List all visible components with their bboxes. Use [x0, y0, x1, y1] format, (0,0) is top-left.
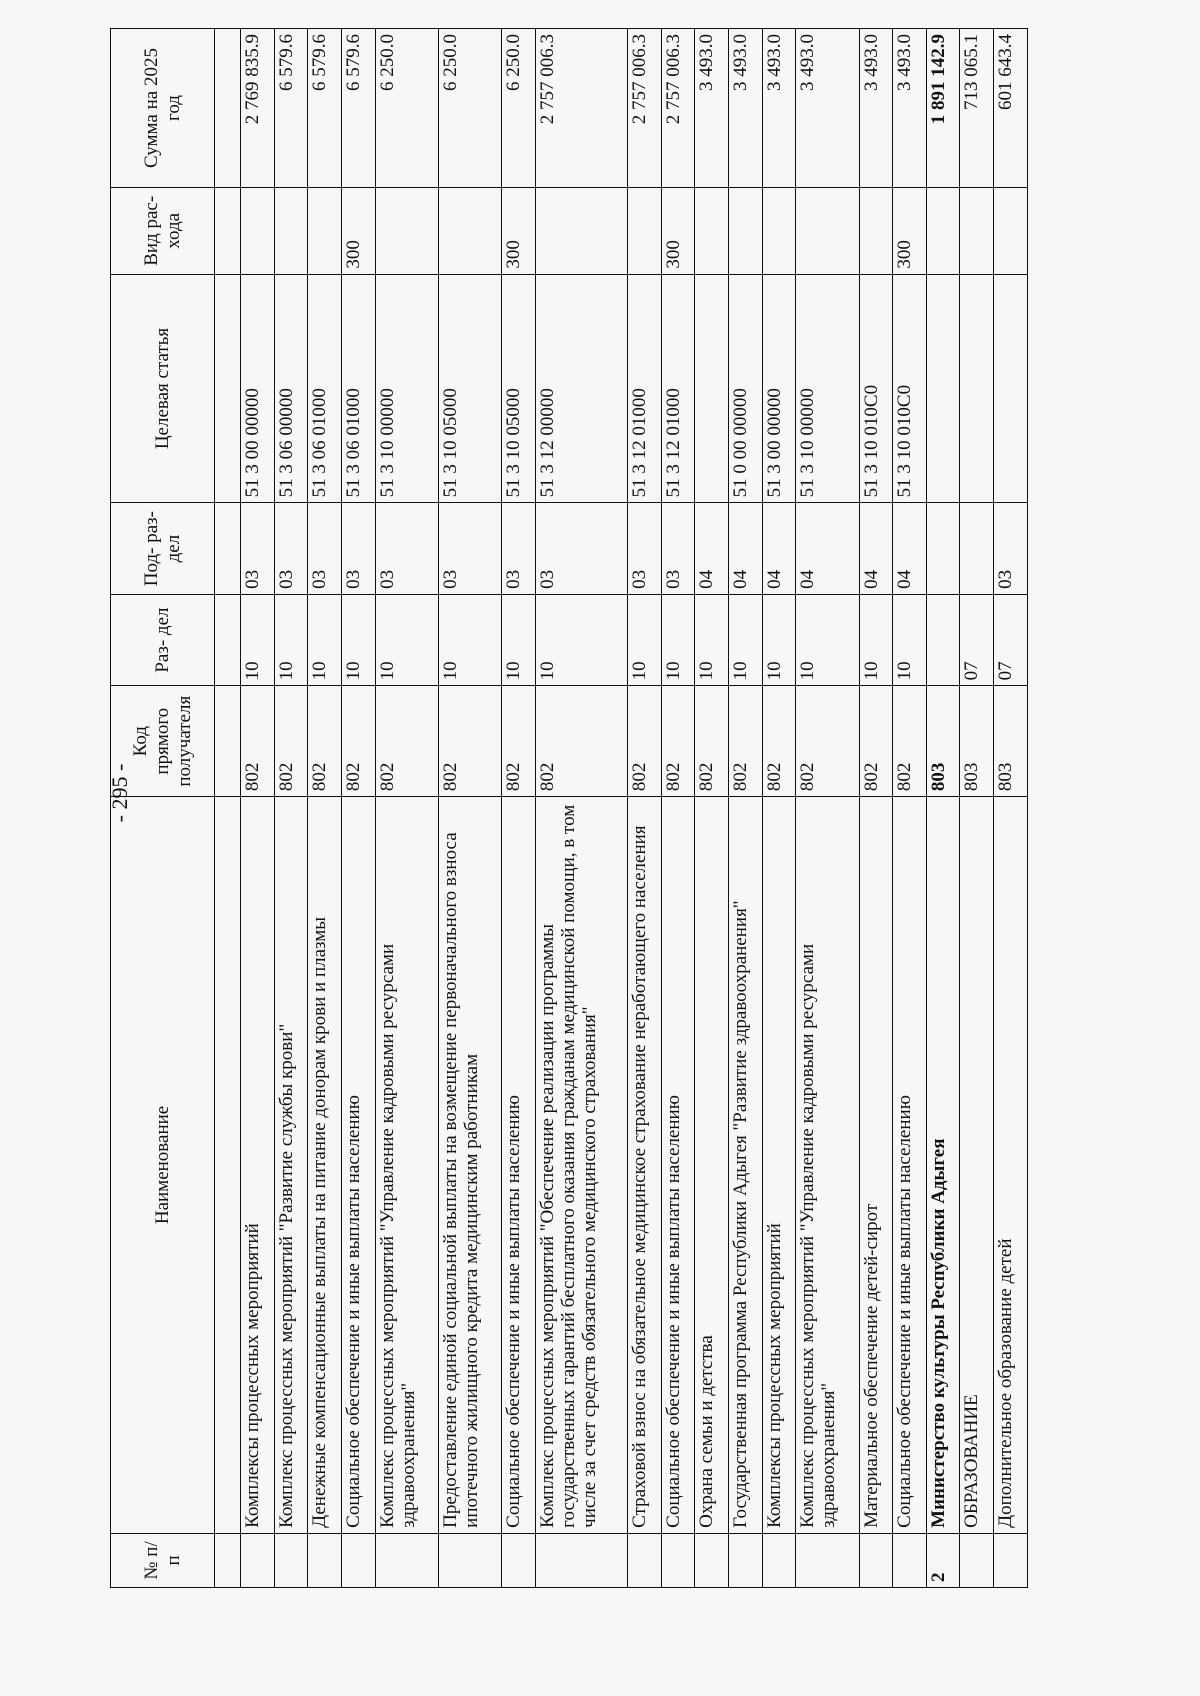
cell-num: [859, 1533, 893, 1587]
cell-razdel: 10: [308, 594, 342, 685]
cell-celevaya: 51 3 12 00000: [535, 274, 628, 503]
cell-podrazdel: 03: [274, 503, 308, 594]
cell-vid: [960, 187, 994, 274]
col-header-razdel: Раз- дел: [111, 594, 215, 685]
cell-podrazdel: 03: [501, 503, 535, 594]
cell-razdel: 10: [535, 594, 628, 685]
cell-razdel: 10: [501, 594, 535, 685]
cell-num: [762, 1533, 796, 1587]
cell-razdel: 10: [661, 594, 695, 685]
cell-razdel: 07: [960, 594, 994, 685]
cell-podrazdel: 04: [796, 503, 859, 594]
cell-podrazdel: 03: [308, 503, 342, 594]
cell-code: 802: [438, 686, 501, 797]
cell-podrazdel: 03: [438, 503, 501, 594]
cell-podrazdel: 04: [893, 503, 927, 594]
cell-podrazdel: 04: [695, 503, 729, 594]
cell-sum: 3 493.0: [729, 29, 763, 188]
cell-podrazdel: 04: [859, 503, 893, 594]
cell-num: [274, 1533, 308, 1587]
cell-celevaya: 51 3 10 00000: [796, 274, 859, 503]
cell-celevaya: 51 3 00 00000: [241, 274, 275, 503]
cell-vid: [926, 187, 960, 274]
cell-razdel: 10: [796, 594, 859, 685]
cell-name: Денежные компенсационные выплаты на питание донорам крови и плазмы: [308, 797, 342, 1534]
cell-code: 802: [762, 686, 796, 797]
cell-sum: 3 493.0: [893, 29, 927, 188]
cell-name: Социальное обеспечение и иные выплаты населению: [341, 797, 375, 1534]
table-row: [274, 29, 308, 1588]
cell-code: 802: [859, 686, 893, 797]
table-row: [375, 29, 438, 1588]
cell-code: 802: [729, 686, 763, 797]
table-header-row: [111, 29, 215, 1588]
table-row: [893, 29, 927, 1588]
cell-num: [994, 1533, 1028, 1587]
cell-celevaya: [695, 274, 729, 503]
cell-code: 802: [341, 686, 375, 797]
cell-podrazdel: 03: [661, 503, 695, 594]
col-header-vid: Вид рас- хода: [111, 187, 215, 274]
cell-code: 802: [241, 686, 275, 797]
cell-name: Комплекс процессных мероприятий "Развитие службы крови": [274, 797, 308, 1534]
cell-razdel: 10: [859, 594, 893, 685]
cell-num: 2: [926, 1533, 960, 1587]
cell-num: [501, 1533, 535, 1587]
cell-num: [729, 1533, 763, 1587]
col-header-name: Наименование: [111, 797, 215, 1534]
cell-code: 802: [661, 686, 695, 797]
cell-razdel: 10: [729, 594, 763, 685]
cell-name: ОБРАЗОВАНИЕ: [960, 797, 994, 1534]
cell-name: Социальное обеспечение и иные выплаты населению: [893, 797, 927, 1534]
cell-razdel: 10: [438, 594, 501, 685]
cell-vid: [859, 187, 893, 274]
cell-name: Комплекс процессных мероприятий "Обеспечение реализации программы государственных гарантий бесплатного оказания гражданам медицинской помощи, в том числе за счет средств обязательного медицинского страхования": [535, 797, 628, 1534]
cell-name: Материальное обеспечение детей-сирот: [859, 797, 893, 1534]
cell-vid: 300: [341, 187, 375, 274]
cell-celevaya: 51 3 06 01000: [341, 274, 375, 503]
cell-name: Социальное обеспечение и иные выплаты населению: [661, 797, 695, 1534]
cell-podrazdel: 03: [341, 503, 375, 594]
cell-name: Охрана семьи и детства: [695, 797, 729, 1534]
cell-celevaya: 51 3 12 01000: [661, 274, 695, 503]
cell-name: Комплекс процессных мероприятий "Управление кадровыми ресурсами здравоохранения": [796, 797, 859, 1534]
rotated-page-content: [110, 28, 1028, 1588]
cell-vid: 300: [661, 187, 695, 274]
cell-sum: 3 493.0: [796, 29, 859, 188]
cell-podrazdel: [960, 503, 994, 594]
cell-podrazdel: 03: [535, 503, 628, 594]
cell-vid: [796, 187, 859, 274]
cell-razdel: 10: [628, 594, 662, 685]
cell-code: 802: [274, 686, 308, 797]
cell-celevaya: 51 3 00 00000: [762, 274, 796, 503]
col-header-num: № п/п: [111, 1533, 215, 1587]
cell-sum: 2 769 835.9: [241, 29, 275, 188]
cell-num: [893, 1533, 927, 1587]
cell-code: 802: [796, 686, 859, 797]
table-row: [994, 29, 1028, 1588]
table-row: [695, 29, 729, 1588]
cell-vid: [438, 187, 501, 274]
cell-code: 802: [695, 686, 729, 797]
cell-sum: 6 579.6: [308, 29, 342, 188]
cell-vid: [375, 187, 438, 274]
cell-sum: 6 250.0: [375, 29, 438, 188]
cell-sum: 601 643.4: [994, 29, 1028, 188]
cell-sum: 2 757 006.3: [661, 29, 695, 188]
table-body: [241, 29, 1028, 1588]
cell-celevaya: [926, 274, 960, 503]
table-row: [628, 29, 662, 1588]
cell-name: Комплекс процессных мероприятий "Управление кадровыми ресурсами здравоохранения": [375, 797, 438, 1534]
cell-vid: [274, 187, 308, 274]
cell-vid: [308, 187, 342, 274]
cell-razdel: 10: [762, 594, 796, 685]
col-header-sum: Сумма на 2025 год: [111, 29, 215, 188]
cell-sum: 3 493.0: [762, 29, 796, 188]
cell-sum: 713 065.1: [960, 29, 994, 188]
table-row: [438, 29, 501, 1588]
cell-vid: [994, 187, 1028, 274]
cell-num: [661, 1533, 695, 1587]
cell-celevaya: 51 3 10 00000: [375, 274, 438, 503]
cell-code: 802: [535, 686, 628, 797]
cell-podrazdel: 04: [762, 503, 796, 594]
cell-celevaya: 51 3 06 00000: [274, 274, 308, 503]
cell-name: Комплексы процессных мероприятий: [762, 797, 796, 1534]
table-row: [535, 29, 628, 1588]
table-row: [926, 29, 960, 1588]
col-header-podrazdel: Под- раз- дел: [111, 503, 215, 594]
cell-razdel: 10: [893, 594, 927, 685]
cell-razdel: 10: [341, 594, 375, 685]
cell-vid: [695, 187, 729, 274]
cell-num: [438, 1533, 501, 1587]
cell-razdel: 07: [994, 594, 1028, 685]
table-row: [661, 29, 695, 1588]
col-header-code: Код прямого получателя: [111, 686, 215, 797]
cell-vid: 300: [893, 187, 927, 274]
cell-razdel: 10: [241, 594, 275, 685]
cell-name: Социальное обеспечение и иные выплаты населению: [501, 797, 535, 1534]
table-row: [796, 29, 859, 1588]
cell-num: [375, 1533, 438, 1587]
cell-razdel: 10: [375, 594, 438, 685]
cell-name: Министерство культуры Республики Адыгея: [926, 797, 960, 1534]
table-row: [241, 29, 275, 1588]
cell-num: [535, 1533, 628, 1587]
cell-podrazdel: 04: [729, 503, 763, 594]
table-empty-row: [215, 29, 241, 1588]
cell-podrazdel: 03: [241, 503, 275, 594]
cell-code: 802: [501, 686, 535, 797]
cell-vid: [628, 187, 662, 274]
cell-name: Комплексы процессных мероприятий: [241, 797, 275, 1534]
cell-num: [695, 1533, 729, 1587]
cell-sum: 3 493.0: [695, 29, 729, 188]
cell-celevaya: 51 3 10 010С0: [893, 274, 927, 503]
table-row: [762, 29, 796, 1588]
cell-vid: 300: [501, 187, 535, 274]
page-number: - 295 -: [107, 763, 132, 823]
cell-num: [341, 1533, 375, 1587]
table-row: [859, 29, 893, 1588]
cell-celevaya: 51 3 10 05000: [501, 274, 535, 503]
cell-code: 803: [960, 686, 994, 797]
cell-sum: 1 891 142.9: [926, 29, 960, 188]
cell-vid: [729, 187, 763, 274]
cell-celevaya: 51 3 06 01000: [308, 274, 342, 503]
cell-vid: [535, 187, 628, 274]
cell-razdel: 10: [695, 594, 729, 685]
cell-name: Дополнительное образование детей: [994, 797, 1028, 1534]
cell-code: 803: [994, 686, 1028, 797]
cell-code: 802: [308, 686, 342, 797]
cell-vid: [241, 187, 275, 274]
cell-name: Государственная программа Республики Адыгея "Развитие здравоохранения": [729, 797, 763, 1534]
cell-vid: [762, 187, 796, 274]
cell-sum: 6 250.0: [438, 29, 501, 188]
table-row: [341, 29, 375, 1588]
cell-celevaya: [994, 274, 1028, 503]
cell-sum: 2 757 006.3: [535, 29, 628, 188]
cell-podrazdel: 03: [994, 503, 1028, 594]
table-row: [501, 29, 535, 1588]
cell-podrazdel: 03: [628, 503, 662, 594]
cell-num: [960, 1533, 994, 1587]
cell-name: Страховой взнос на обязательное медицинское страхование неработающего населения: [628, 797, 662, 1534]
cell-sum: 3 493.0: [859, 29, 893, 188]
col-header-celevaya: Целевая статья: [111, 274, 215, 503]
cell-num: [241, 1533, 275, 1587]
cell-razdel: 10: [274, 594, 308, 685]
cell-celevaya: 51 3 10 05000: [438, 274, 501, 503]
cell-razdel: [926, 594, 960, 685]
cell-name: Предоставление единой социальной выплаты на возмещение первоначального взноса ипотечного жилищного кредита медицинским работникам: [438, 797, 501, 1534]
table-row: [960, 29, 994, 1588]
cell-celevaya: 51 3 10 010С0: [859, 274, 893, 503]
cell-code: 803: [926, 686, 960, 797]
cell-code: 802: [375, 686, 438, 797]
cell-podrazdel: [926, 503, 960, 594]
cell-sum: 6 579.6: [274, 29, 308, 188]
budget-table: [110, 28, 1028, 1588]
cell-sum: 6 250.0: [501, 29, 535, 188]
cell-celevaya: 51 3 12 01000: [628, 274, 662, 503]
cell-sum: 2 757 006.3: [628, 29, 662, 188]
cell-sum: 6 579.6: [341, 29, 375, 188]
cell-num: [628, 1533, 662, 1587]
cell-num: [308, 1533, 342, 1587]
cell-num: [796, 1533, 859, 1587]
cell-code: 802: [628, 686, 662, 797]
cell-celevaya: [960, 274, 994, 503]
cell-code: 802: [893, 686, 927, 797]
cell-podrazdel: 03: [375, 503, 438, 594]
table-row: [729, 29, 763, 1588]
cell-celevaya: 51 0 00 00000: [729, 274, 763, 503]
table-row: [308, 29, 342, 1588]
